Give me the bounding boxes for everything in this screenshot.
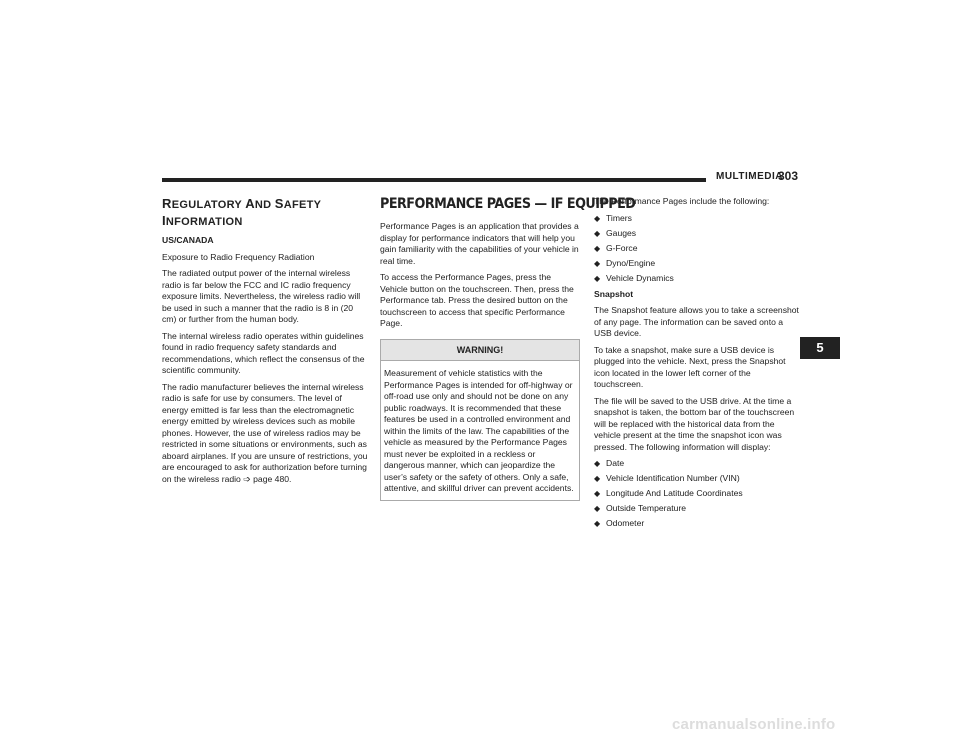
paragraph: The Performance Pages include the following: [594, 196, 770, 206]
page-number: 303 [778, 169, 799, 183]
snapshot-heading: Snapshot [594, 288, 634, 299]
warning-body: Measurement of vehicle statistics with the Performance Pages is intended for off-highway or off-road use only and should not be done on any public roadways. It is recommended that these features be used in a controlled environment and within the limits of the law. The capabilities of the vehicle as measured by the Performance Pages must never be exploited in a reckless or dangerous manner, which can jeopardize the user’s safety or the safety of others. Only a safe, attentive, and skillful driver can prevent accidents. [384, 368, 574, 493]
list-item: ◆ G-Force [594, 243, 800, 254]
paragraph: To take a snapshot, make sure a USB device is plugged into the vehicle. Next, press the Snapshot icon located in the lower left corner of the touchscreen. [594, 344, 786, 389]
list-item: ◆ Gauges [594, 228, 800, 239]
list-item: ◆ Date [594, 458, 800, 469]
chapter-tab: 5 [800, 337, 840, 359]
warning-title: WARNING! [381, 340, 579, 362]
paragraph: Exposure to Radio Frequency Radiation [162, 251, 315, 262]
paragraph: Performance Pages is an application that provides a display for performance indicators that will help you gain familiarity with the capabilities of your vehicle in real time. [380, 221, 579, 266]
list-item: ◆ Vehicle Identification Number (VIN) [594, 473, 800, 484]
list-item: ◆ Odometer [594, 518, 800, 529]
column-snapshot [594, 196, 800, 534]
list-item: ◆ Timers [594, 213, 800, 224]
us-canada-subheading: US/CANADA [162, 235, 214, 245]
regulatory-heading: REGULATORY AND SAFETY INFORMATION [162, 196, 322, 228]
list-item: ◆ Vehicle Dynamics [594, 273, 800, 284]
page-reference-link[interactable]: page 480. [253, 473, 292, 484]
header-rule [162, 178, 706, 182]
paragraph: The Snapshot feature allows you to take a screenshot of any page. The information can be saved onto a USB device. [594, 305, 799, 338]
paragraph: The internal wireless radio operates within guidelines found in radio frequency safety standards and recommendations, which reflect the consensus of the scientific community. [162, 330, 365, 375]
performance-pages-heading: PERFORMANCE PAGES — IF EQUIPPED [380, 196, 636, 212]
paragraph: To access the Performance Pages, press the Vehicle button on the touchscreen. Then, press the Performance tab. Press the desired button on the touchscreen to access that specific Performance Page. [380, 272, 574, 328]
paragraph: The radiated output power of the internal wireless radio is far below the FCC and IC radio frequency exposure limits. Nevertheless, the wireless radio will be used in such a manner that the radio is 8 in (20 cm) or further from the human body. [162, 268, 361, 324]
warning-box [380, 339, 580, 501]
list-item: ◆ Longitude And Latitude Coordinates [594, 488, 800, 499]
list-item: ◆ Dyno/Engine [594, 258, 800, 269]
paragraph: The file will be saved to the USB drive. At the time a snapshot is taken, the bottom bar of the touchscreen will be replaced with the historical data from the vehicle present at the time the snapshot icon was pressed. The following information will display: [594, 395, 795, 452]
snapshot-info-list [594, 458, 800, 529]
paragraph: The radio manufacturer believes the internal wireless radio is safe for use by consumers. The level of energy emitted is far less than the electromagnetic energy emitted by wireless devices such as mobile phones. However, the use of wireless radios may be restricted in some situations or environments, such as aboard airplanes. If you are unsure of restrictions, you are encouraged to ask for authorization before turning on the wireless radio ➩ page 480. [162, 381, 368, 484]
list-item: ◆ Outside Temperature [594, 503, 800, 514]
watermark: carmanualsonline.info [672, 716, 836, 733]
section-title: MULTIMEDIA [716, 171, 784, 182]
page-reference-arrow-icon: ➩ [243, 473, 251, 484]
column-regulatory [162, 196, 368, 490]
performance-pages-list [594, 213, 800, 284]
